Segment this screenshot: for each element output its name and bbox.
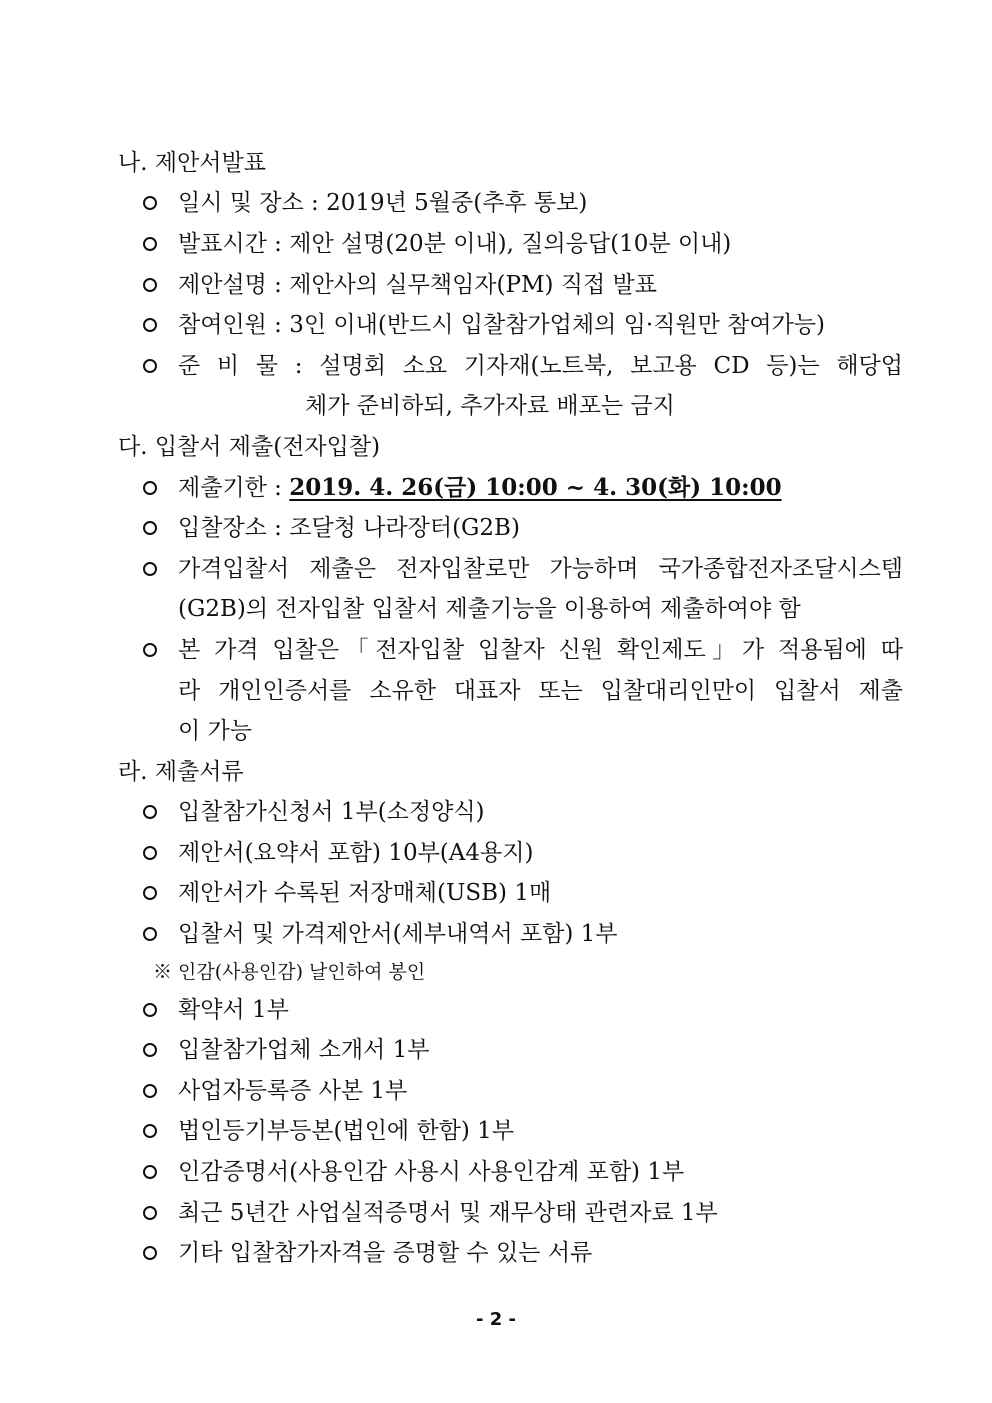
circle-bullet-icon (143, 351, 167, 381)
list-item-text: 사업자등록증 사본 1부 (178, 1078, 408, 1104)
seal-note: ※ 인감(사용인감) 날인하여 봉인 (153, 961, 426, 983)
list-item-text: 최근 5년간 사업실적증명서 및 재무상태 관련자료 1부 (178, 1200, 718, 1226)
circle-bullet-icon (143, 310, 167, 340)
list-item-text: 제안서(요약서 포함) 10부(A4용지) (178, 840, 534, 866)
circle-bullet-icon (143, 1116, 167, 1146)
list-item (143, 1198, 903, 1228)
section-heading-na: 나. 제안서발표 (118, 150, 266, 176)
list-item-text: 확약서 1부 (178, 997, 289, 1023)
list-item (143, 797, 903, 827)
circle-bullet-icon (143, 1198, 167, 1228)
list-item-text: 발표시간 : 제안 설명(20분 이내), 질의응답(10분 이내) (178, 231, 732, 257)
list-item-text: 일시 및 장소 : 2019년 5월중(추후 통보) (178, 190, 588, 216)
list-item (143, 919, 903, 949)
list-item-text: 제안설명 : 제안사의 실무책임자(PM) 직접 발표 (178, 272, 657, 298)
list-item (143, 1238, 903, 1268)
list-item (143, 838, 903, 868)
circle-bullet-icon (143, 797, 167, 827)
list-item-text: 입찰참가신청서 1부(소정양식) (178, 799, 485, 825)
list-item (143, 995, 903, 1025)
list-item-text: 인감증명서(사용인감 사용시 사용인감계 포함) 1부 (178, 1159, 685, 1185)
list-item (143, 473, 903, 503)
list-item (143, 1157, 903, 1187)
circle-bullet-icon (143, 1238, 167, 1268)
circle-bullet-icon (143, 229, 167, 259)
list-item-continuation: 체가 준비하되, 추가자료 배포는 금지 (305, 393, 675, 419)
list-item (143, 229, 903, 259)
list-item (143, 635, 903, 665)
list-item (143, 1116, 903, 1146)
deadline-label: 제출기한 : (178, 475, 290, 501)
circle-bullet-icon (143, 919, 167, 949)
circle-bullet-icon (143, 995, 167, 1025)
list-item-continuation (143, 676, 903, 706)
circle-bullet-icon (143, 635, 167, 665)
circle-bullet-icon (143, 188, 167, 218)
list-item-text: 입찰장소 : 조달청 나라장터(G2B) (178, 515, 520, 541)
list-item (143, 878, 903, 908)
circle-bullet-icon (143, 838, 167, 868)
circle-bullet-icon (143, 1035, 167, 1065)
page-number: - 2 - (476, 1309, 516, 1330)
list-item-text: 법인등기부등본(법인에 한함) 1부 (178, 1118, 515, 1144)
section-heading-ra: 라. 제출서류 (118, 759, 244, 785)
circle-bullet-icon (143, 1076, 167, 1106)
section-heading-da: 다. 입찰서 제출(전자입찰) (118, 434, 381, 460)
list-item-text: 제안서가 수록된 저장매체(USB) 1매 (178, 880, 552, 906)
circle-bullet-icon (143, 1157, 167, 1187)
list-item (143, 554, 903, 584)
list-item (143, 1076, 903, 1106)
list-item (143, 270, 903, 300)
circle-bullet-icon (143, 513, 167, 543)
list-item-continuation: (G2B)의 전자입찰 입찰서 제출기능을 이용하여 제출하여야 함 (178, 596, 801, 622)
list-item-text: 준 비 물 : 설명회 소요 기자재(노트북, 보고용 CD 등)는 해당업 (178, 353, 903, 379)
circle-bullet-icon (143, 473, 167, 503)
list-item-text: 본 가격 입찰은「전자입찰 입찰자 신원 확인제도」가 적용됨에 따 (178, 637, 903, 663)
deadline-value: 2019. 4. 26(금) 10:00 ~ 4. 30(화) 10:00 (289, 474, 782, 501)
circle-bullet-icon (143, 270, 167, 300)
list-item (143, 188, 903, 218)
list-item (143, 351, 903, 381)
list-item-continuation: 이 가능 (178, 718, 252, 744)
list-item-text: 참여인원 : 3인 이내(반드시 입찰참가업체의 임·직원만 참여가능) (178, 312, 825, 338)
list-item (143, 513, 903, 543)
circle-bullet-icon (143, 554, 167, 584)
list-item-text (178, 473, 903, 503)
list-item-text: 입찰참가업체 소개서 1부 (178, 1037, 430, 1063)
list-item (143, 1035, 903, 1065)
list-item-text: 입찰서 및 가격제안서(세부내역서 포함) 1부 (178, 921, 618, 947)
list-item-text: 라 개인인증서를 소유한 대표자 또는 입찰대리인만이 입찰서 제출 (178, 678, 903, 704)
list-item (143, 310, 903, 340)
circle-bullet-icon (143, 878, 167, 908)
list-item-text: 기타 입찰참가자격을 증명할 수 있는 서류 (178, 1240, 593, 1266)
list-item-text: 가격입찰서 제출은 전자입찰로만 가능하며 국가종합전자조달시스템 (178, 556, 903, 582)
